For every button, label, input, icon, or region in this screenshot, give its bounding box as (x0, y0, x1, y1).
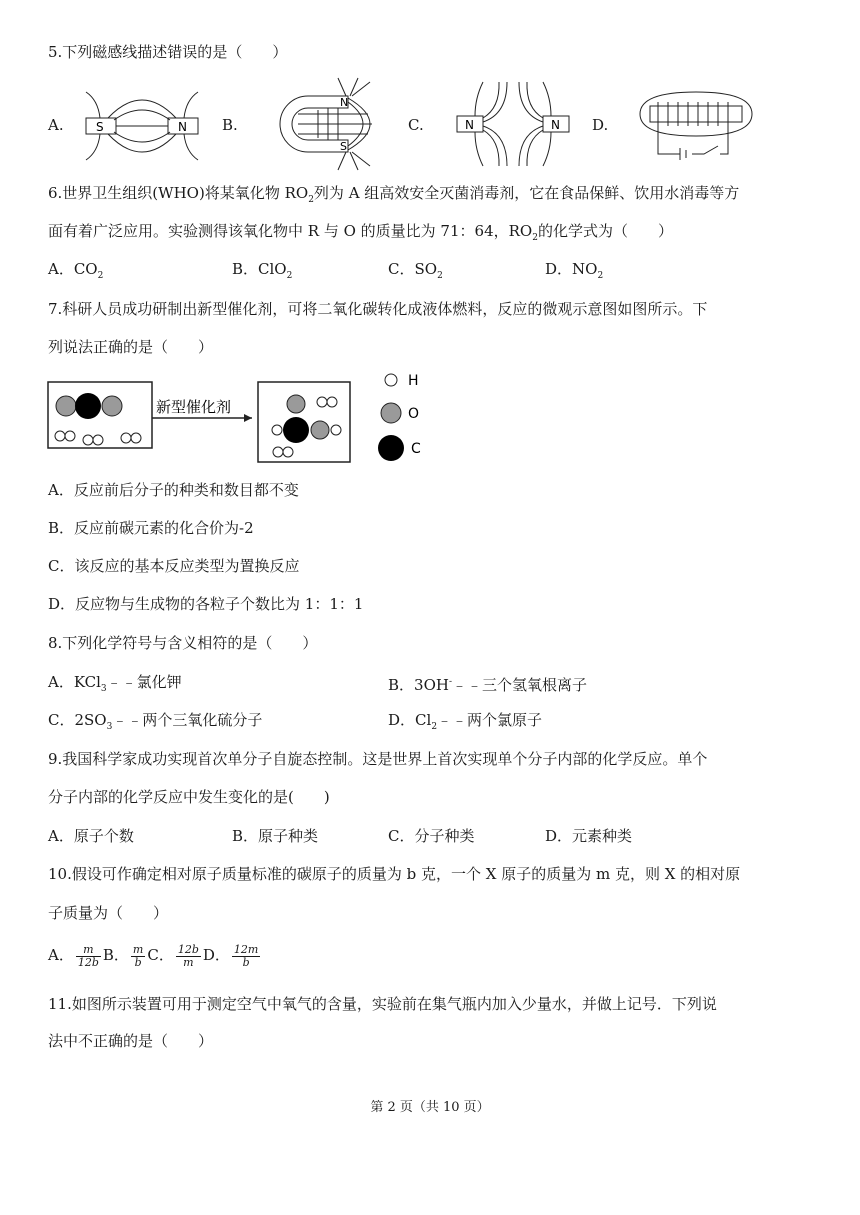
q5-option-b-label: B. (222, 116, 238, 134)
q11-stem-line1: 11.如图所示装置可用于测定空气中氧气的含量，实验前在集气瓶内加入少量水，并做上记号．下列说 (48, 995, 717, 1013)
q6-stem-2-sub: 2 (532, 233, 538, 243)
magnet-s-label: S (96, 120, 104, 134)
q6-option-d: D．$NO_2$ (545, 260, 604, 281)
q6-stem-line1 (48, 183, 739, 210)
q6-option-b: B．ClO$_2$ (232, 260, 293, 281)
q9-option-b: B．原子种类 (232, 827, 319, 845)
q10-stem-line2: 子质量为（ ） (48, 904, 169, 922)
catalyst-label: 新型催化剂 (156, 398, 232, 416)
q8-option-d: D．$Cl_2﹣﹣$两个氯原子 (388, 711, 543, 732)
magnet-n-label: N (178, 120, 187, 134)
q5-stem: 5.下列磁感线描述错误的是（ ） (48, 43, 288, 61)
q6-stem-2b: 的化学式为（ ） (537, 222, 673, 240)
q7-stem-line2: 列说法正确的是（ ） (48, 338, 214, 356)
q8-stem: 8.下列化学符号与含义相符的是（ ） (48, 634, 318, 652)
legend-c-label: C (411, 441, 421, 457)
q11-stem-line2: 法中不正确的是（ ） (48, 1032, 214, 1050)
q10-option-b-label: B． (102, 946, 129, 964)
magnet-c-left-label: N (465, 118, 474, 132)
legend-c-swatch (378, 435, 404, 461)
q5-option-a-label: A. (48, 116, 64, 134)
q5-option-c-label: C. (408, 116, 424, 134)
legend-h-swatch (385, 374, 397, 386)
q9-stem-line2: 分子内部的化学反应中发生变化的是( ) (48, 788, 330, 806)
q8-option-a: A．KCl$_3$﹣﹣氯化钾 (48, 673, 182, 694)
q10-option-d-label: D． (202, 946, 230, 964)
q6-stem-2a: 面有着广泛应用。实验测得该氧化物中 R 与 O 的质量比为 71：64，RO (48, 222, 533, 240)
q7-option-c: C．该反应的基本反应类型为置换反应 (48, 557, 300, 575)
q9-option-d: D．元素种类 (545, 827, 633, 845)
q7-reaction-diagram (46, 368, 436, 468)
q10-stem-line1: 10.假设可作确定相对原子质量标准的碳原子的质量为 b 克，一个 X 原子的质量为 m 克，则 X 的相对原 (48, 865, 741, 883)
horseshoe-n-label: N (340, 96, 349, 109)
page-footer: 第 2 页（共 10 页） (370, 1100, 490, 1115)
q7-option-b: B．反应前碳元素的化合价为-2 (48, 519, 254, 537)
q6-stem-1-sub: 2 (308, 195, 314, 205)
q10-option-d-fraction: $\frac{12m}{b}$ (233, 942, 259, 969)
q10-option-c-label: C． (147, 946, 174, 964)
q6-stem-line2 (48, 221, 673, 248)
q6-stem-1a: 6.世界卫生组织(WHO)将某氧化物 RO (48, 184, 309, 202)
q7-option-a: A．反应前后分子的种类和数目都不变 (48, 481, 299, 499)
q10-option-b-fraction: $\frac{m}{b}$ (132, 942, 144, 969)
q6-option-a: A．$CO_2$ (48, 260, 104, 281)
q9-option-a: A．原子个数 (48, 827, 134, 845)
horseshoe-s-label: S (340, 140, 347, 153)
q7-option-d: D．反应物与生成物的各粒子个数比为 1：1：1 (48, 595, 364, 613)
q5-figure-a (78, 80, 208, 170)
legend-h-label: H (408, 373, 419, 389)
q5-figure-d (636, 84, 756, 164)
q10-option-c-fraction: $\frac{12b}{m}$ (177, 942, 199, 969)
magnet-c-right-label: N (551, 118, 560, 132)
q8-option-c: C．$2SO_3﹣﹣$两个三氧化硫分子 (48, 711, 263, 732)
q9-stem-line1: 9.我国科学家成功实现首次单分子自旋态控制。这是世界上首次实现单个分子内部的化学反应。单个 (48, 750, 708, 768)
legend-o-swatch (381, 403, 401, 423)
q5-figure-c (455, 78, 575, 170)
q10-options (48, 940, 262, 970)
q9-option-c: C．分子种类 (388, 827, 475, 845)
q8-option-b: B．3OH-﹣﹣三个氢氧根离子 (388, 676, 588, 694)
legend-o-label: O (408, 406, 420, 422)
q5-figure-b (268, 74, 398, 174)
q5-option-d-label: D. (592, 116, 609, 134)
q10-option-a-label: A． (48, 946, 74, 964)
q6-option-c: C．$SO_2$ (388, 260, 443, 281)
q6-stem-1b: 列为 A 组高效安全灭菌消毒剂，它在食品保鲜、饮用水消毒等方 (313, 184, 740, 202)
q7-stem-line1: 7.科研人员成功研制出新型催化剂，可将二氧化碳转化成液体燃料，反应的微观示意图如图所示。下 (48, 300, 708, 318)
q10-option-a-fraction: $\frac{m}{12b}$ (77, 942, 99, 969)
